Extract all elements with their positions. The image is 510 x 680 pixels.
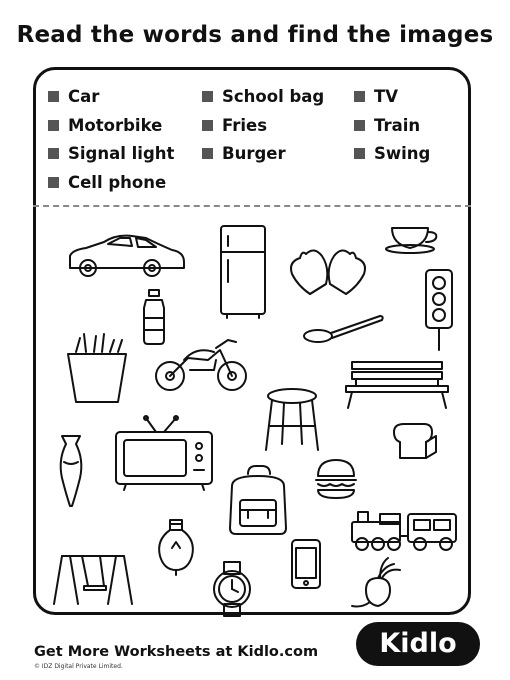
word-label: School bag [222, 87, 325, 106]
word-label: Burger [222, 144, 286, 163]
burger-picture [316, 460, 356, 498]
train-picture [352, 512, 456, 550]
page-title: Read the words and find the images [16, 22, 494, 48]
bench-picture [346, 362, 448, 408]
tv-picture [116, 416, 212, 490]
copyright-text: © IDZ Digital Private Limited. [34, 663, 123, 670]
toast-picture [394, 424, 436, 458]
school-bag-picture [230, 466, 286, 534]
bottle-picture [144, 290, 164, 344]
word-label: Car [68, 87, 100, 106]
car-picture [70, 236, 184, 276]
kidlo-logo: Kidlo [356, 622, 480, 666]
motorbike-picture [156, 340, 246, 390]
beetroot-picture [352, 558, 400, 607]
fridge-picture [221, 226, 265, 318]
word-label: Signal light [68, 144, 175, 163]
word-label: Fries [222, 116, 268, 135]
footer-promo-text: Get More Worksheets at Kidlo.com [34, 644, 319, 660]
stool-picture [266, 389, 318, 450]
word-label: Swing [374, 144, 431, 163]
bulb-picture [159, 520, 193, 575]
word-label: TV [374, 87, 399, 106]
watch-picture [214, 562, 250, 616]
word-label: Cell phone [68, 173, 167, 192]
spoon-picture [304, 316, 383, 342]
fries-picture [68, 334, 126, 402]
cell-phone-picture [292, 540, 320, 588]
word-label: Motorbike [68, 116, 163, 135]
swing-picture [54, 556, 132, 604]
signal-light-picture [426, 270, 452, 350]
vase-picture [61, 436, 82, 506]
mittens-picture [291, 250, 365, 294]
teacup-picture [386, 228, 436, 253]
word-label: Train [374, 116, 421, 135]
